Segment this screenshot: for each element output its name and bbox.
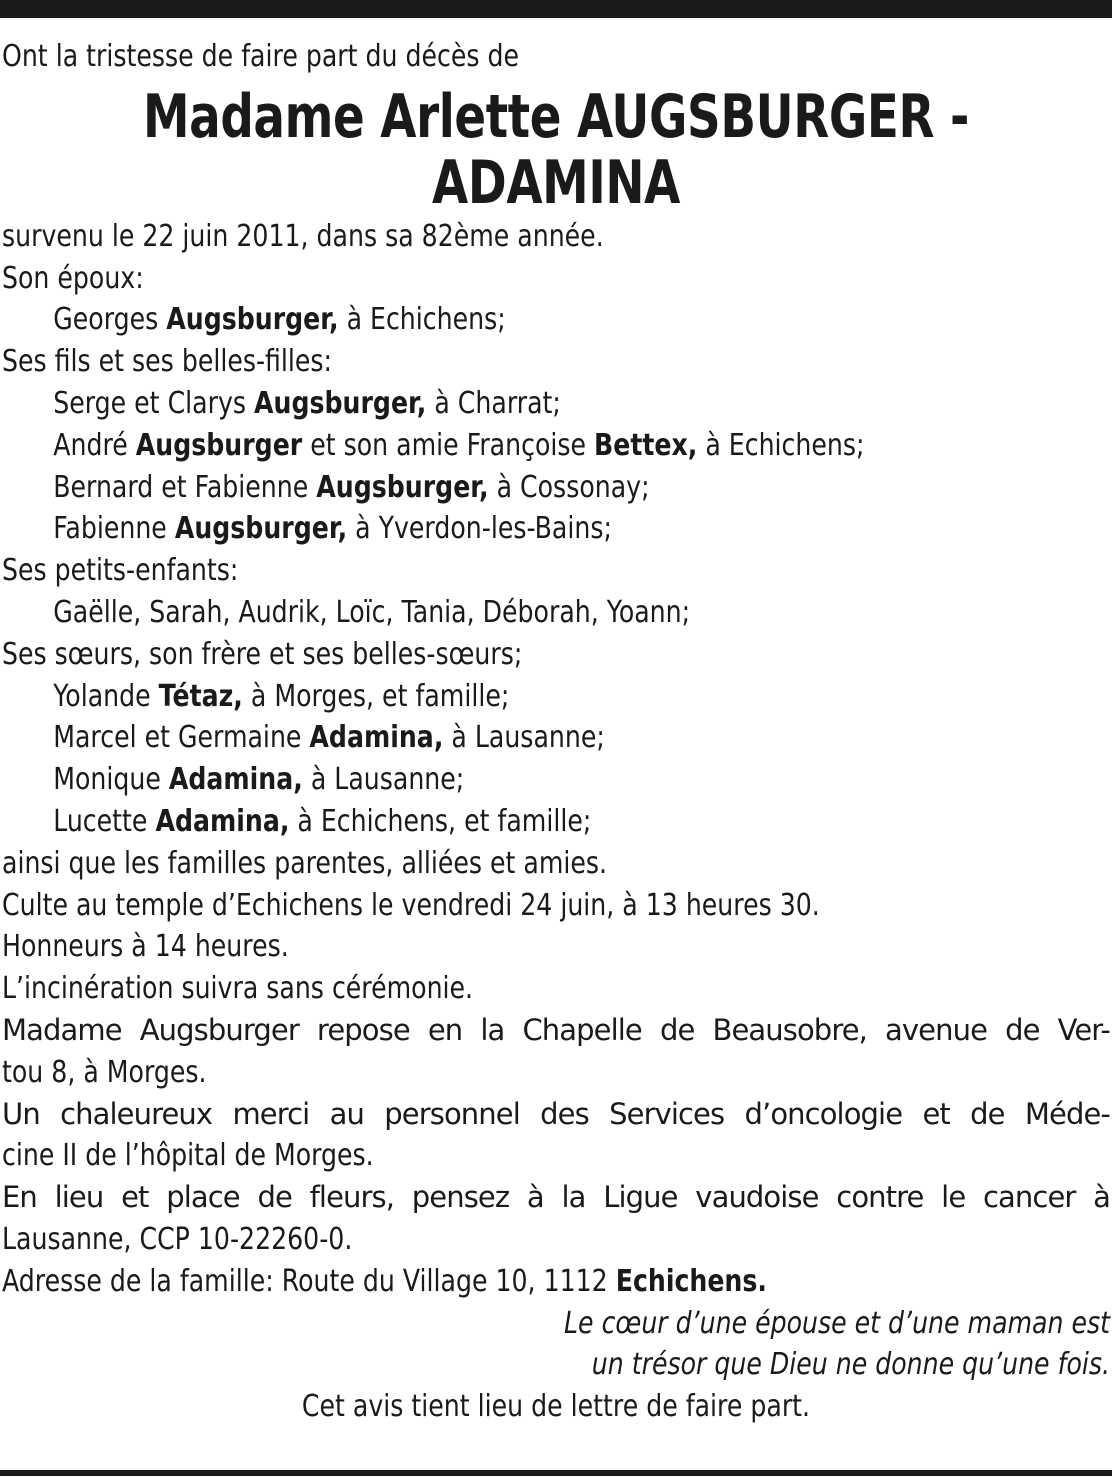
entry-suffix: à Echichens;: [697, 427, 865, 463]
son-entry: [2, 425, 933, 467]
entry-suffix: à Lausanne;: [302, 762, 465, 798]
entry-prefix: Georges: [53, 302, 167, 338]
sibling-entry: [2, 801, 933, 843]
spouse-entry: [2, 299, 933, 341]
family-name: Augsburger,: [174, 511, 348, 547]
donation-line-2: Lausanne, CCP 10-22260-0.: [2, 1221, 353, 1257]
cremation-line: L’incinération suivra sans cérémonie.: [2, 971, 474, 1007]
entry-suffix: à Echichens;: [338, 302, 506, 338]
entry-suffix: à Cossonay;: [488, 469, 650, 505]
family-name: Augsburger,: [316, 469, 489, 505]
entry-middle: et son amie Françoise: [302, 427, 595, 463]
family-address: [2, 1261, 933, 1303]
entry-suffix: à Morges, et famille;: [242, 678, 510, 714]
spouse-heading: Son époux:: [2, 260, 144, 296]
obituary-notice: [2, 36, 1110, 1428]
families-line: ainsi que les familles parentes, alliées et amies.: [2, 845, 608, 881]
entry-prefix: André: [53, 427, 136, 463]
entry-suffix: à Charrat;: [426, 385, 561, 421]
rest-place-line-1: Madame Augsburger repose en la Chapelle de Beausobre, avenue de Ver-: [2, 1012, 1110, 1047]
family-name: Augsburger: [135, 427, 303, 463]
address-place: Echichens.: [615, 1263, 767, 1299]
son-entry: [2, 383, 933, 425]
family-name: Tétaz,: [158, 678, 243, 714]
entry-suffix: à Lausanne;: [443, 720, 605, 756]
quote-line-2: un trésor que Dieu ne donne qu’une fois.: [591, 1347, 1110, 1383]
entry-prefix: Serge et Clarys: [53, 385, 255, 421]
sibling-entry: [2, 759, 933, 801]
entry-prefix: Bernard et Fabienne: [53, 469, 317, 505]
address-text: Adresse de la famille: Route du Village 10, 1112: [2, 1263, 616, 1299]
quote-line-1: Le cœur d’une épouse et d’une maman est: [564, 1305, 1110, 1341]
rest-place-line-2: tou 8, à Morges.: [2, 1054, 207, 1090]
bottom-rule: [0, 1470, 1112, 1476]
grandchildren-heading: Ses petits-enfants:: [2, 553, 239, 589]
grandchildren-list: Gaëlle, Sarah, Audrik, Loïc, Tania, Déborah, Yoann;: [53, 594, 691, 630]
entry-suffix: à Echichens, et famille;: [289, 803, 592, 839]
entry-prefix: Yolande: [53, 678, 159, 714]
entry-prefix: Marcel et Germaine: [53, 720, 310, 756]
thanks-line-1: Un chaleureux merci au personnel des Services d’oncologie et de Méde-: [2, 1096, 1110, 1131]
family-name: Adamina,: [155, 803, 290, 839]
death-info: survenu le 22 juin 2011, dans sa 82ème année.: [2, 218, 604, 254]
family-name: Bettex,: [594, 427, 698, 463]
family-name: Adamina,: [309, 720, 444, 756]
deceased-name-line-2: ADAMINA: [432, 147, 680, 218]
son-entry: [2, 467, 933, 509]
family-name: Augsburger,: [254, 385, 427, 421]
sibling-entry: [2, 676, 933, 718]
top-rule: [0, 0, 1112, 18]
entry-prefix: Fabienne: [53, 511, 175, 547]
sons-heading: Ses fils et ses belles-filles:: [2, 344, 333, 380]
family-name: Adamina,: [168, 762, 303, 798]
family-name: Augsburger,: [166, 302, 339, 338]
siblings-heading: Ses sœurs, son frère et ses belles-sœurs;: [2, 636, 523, 672]
service-line: Culte au temple d’Echichens le vendredi 24 juin, à 13 heures 30.: [2, 887, 820, 923]
entry-prefix: Lucette: [53, 803, 156, 839]
thanks-line-2: cine II de l’hôpital de Morges.: [2, 1138, 374, 1174]
deceased-name-line-1: Madame Arlette AUGSBURGER -: [142, 81, 970, 152]
donation-line-1: En lieu et place de fleurs, pensez à la Ligue vaudoise contre le cancer à: [2, 1180, 1110, 1215]
sibling-entry: [2, 717, 933, 759]
closing-line: Cet avis tient lieu de lettre de faire part.: [301, 1389, 811, 1425]
entry-prefix: Monique: [53, 762, 169, 798]
son-entry: [2, 508, 933, 550]
intro-line: Ont la tristesse de faire part du décès de: [2, 39, 519, 74]
entry-suffix: à Yverdon-les-Bains;: [347, 511, 612, 547]
honours-line: Honneurs à 14 heures.: [2, 929, 289, 965]
